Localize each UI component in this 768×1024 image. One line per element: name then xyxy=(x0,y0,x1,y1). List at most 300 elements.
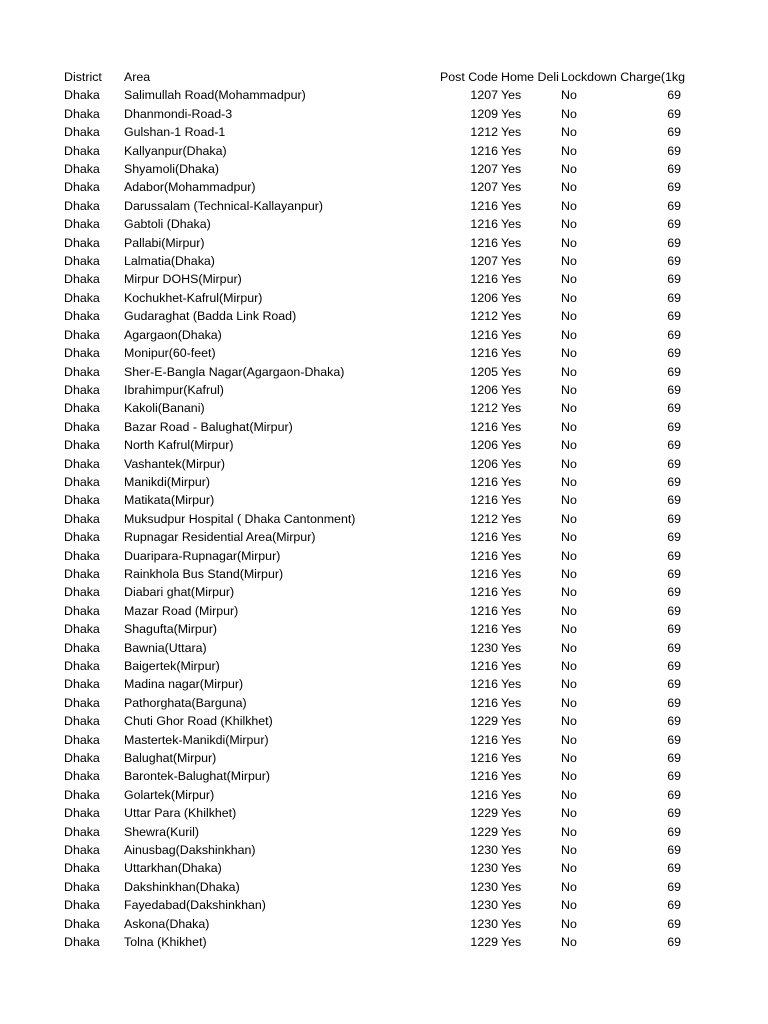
table-row xyxy=(0,620,768,638)
cell-district: Dhaka xyxy=(64,438,100,453)
cell-charge: 69 xyxy=(667,787,681,802)
cell-area: Kakoli(Banani) xyxy=(124,401,205,416)
cell-charge: 69 xyxy=(667,382,681,397)
cell-post-code: 1206 xyxy=(470,456,498,471)
table-row xyxy=(0,270,768,288)
cell-district: Dhaka xyxy=(64,493,100,508)
cell-charge: 69 xyxy=(667,879,681,894)
cell-area: Vashantek(Mirpur) xyxy=(124,456,225,471)
cell-charge: 69 xyxy=(667,751,681,766)
cell-area: Tolna (Khikhet) xyxy=(124,935,207,950)
table-row xyxy=(0,307,768,325)
table-row xyxy=(0,675,768,693)
cell-home-delivery: Yes xyxy=(501,916,522,931)
cell-area: Uttarkhan(Dhaka) xyxy=(124,861,222,876)
table-row xyxy=(0,859,768,877)
cell-lockdown: No xyxy=(561,401,577,416)
cell-post-code: 1216 xyxy=(470,787,498,802)
cell-post-code: 1216 xyxy=(470,769,498,784)
cell-post-code: 1216 xyxy=(470,346,498,361)
cell-post-code: 1216 xyxy=(470,603,498,618)
table-row xyxy=(0,473,768,491)
cell-home-delivery: Yes xyxy=(501,125,522,140)
table-row xyxy=(0,896,768,914)
cell-area: Golartek(Mirpur) xyxy=(124,787,215,802)
cell-home-delivery: Yes xyxy=(501,474,522,489)
cell-lockdown: No xyxy=(561,769,577,784)
cell-lockdown: No xyxy=(561,438,577,453)
cell-charge: 69 xyxy=(667,125,681,140)
cell-area: Gudaraghat (Badda Link Road) xyxy=(124,309,297,324)
cell-district: Dhaka xyxy=(64,474,100,489)
cell-lockdown: No xyxy=(561,935,577,950)
cell-lockdown: No xyxy=(561,879,577,894)
cell-area: Ainusbag(Dakshinkhan) xyxy=(124,843,256,858)
cell-lockdown: No xyxy=(561,714,577,729)
cell-charge: 69 xyxy=(667,217,681,232)
cell-lockdown: No xyxy=(561,254,577,269)
cell-area: Balughat(Mirpur) xyxy=(124,751,217,766)
cell-post-code: 1216 xyxy=(470,548,498,563)
cell-district: Dhaka xyxy=(64,419,100,434)
cell-district: Dhaka xyxy=(64,180,100,195)
cell-lockdown: No xyxy=(561,677,577,692)
cell-home-delivery: Yes xyxy=(501,235,522,250)
table-row xyxy=(0,197,768,215)
cell-area: Barontek-Balughat(Mirpur) xyxy=(124,769,270,784)
cell-district: Dhaka xyxy=(64,640,100,655)
cell-area: Gabtoli (Dhaka) xyxy=(124,217,211,232)
table-row xyxy=(0,786,768,804)
cell-lockdown: No xyxy=(561,217,577,232)
cell-post-code: 1207 xyxy=(470,88,498,103)
cell-lockdown: No xyxy=(561,751,577,766)
table-row xyxy=(0,178,768,196)
cell-charge: 69 xyxy=(667,677,681,692)
cell-lockdown: No xyxy=(561,125,577,140)
cell-post-code: 1230 xyxy=(470,640,498,655)
table-row xyxy=(0,142,768,160)
cell-post-code: 1212 xyxy=(470,401,498,416)
cell-post-code: 1229 xyxy=(470,714,498,729)
table-row xyxy=(0,381,768,399)
cell-district: Dhaka xyxy=(64,622,100,637)
cell-charge: 69 xyxy=(667,548,681,563)
cell-post-code: 1216 xyxy=(470,198,498,213)
cell-district: Dhaka xyxy=(64,861,100,876)
spreadsheet-table xyxy=(0,68,768,952)
cell-charge: 69 xyxy=(667,254,681,269)
cell-area: Bazar Road - Balughat(Mirpur) xyxy=(124,419,293,434)
cell-post-code: 1212 xyxy=(470,511,498,526)
header-area: Area xyxy=(124,70,151,84)
cell-home-delivery: Yes xyxy=(501,456,522,471)
cell-district: Dhaka xyxy=(64,751,100,766)
table-row xyxy=(0,823,768,841)
table-row xyxy=(0,657,768,675)
cell-charge: 69 xyxy=(667,916,681,931)
cell-post-code: 1230 xyxy=(470,916,498,931)
cell-home-delivery: Yes xyxy=(501,548,522,563)
cell-lockdown: No xyxy=(561,530,577,545)
cell-home-delivery: Yes xyxy=(501,732,522,747)
cell-district: Dhaka xyxy=(64,659,100,673)
cell-lockdown: No xyxy=(561,824,577,839)
cell-home-delivery: Yes xyxy=(501,217,522,232)
cell-post-code: 1207 xyxy=(470,254,498,269)
cell-district: Dhaka xyxy=(64,106,100,121)
cell-area: North Kafrul(Mirpur) xyxy=(124,438,234,453)
table-row xyxy=(0,749,768,767)
cell-charge: 69 xyxy=(667,640,681,655)
cell-area: Dakshinkhan(Dhaka) xyxy=(124,879,240,894)
cell-area: Ibrahimpur(Kafrul) xyxy=(124,382,224,397)
table-row xyxy=(0,915,768,933)
cell-lockdown: No xyxy=(561,566,577,581)
cell-district: Dhaka xyxy=(64,548,100,563)
cell-lockdown: No xyxy=(561,732,577,747)
table-row xyxy=(0,363,768,381)
cell-area: Shewra(Kuril) xyxy=(124,824,200,839)
cell-district: Dhaka xyxy=(64,162,100,177)
cell-area: Duaripara-Rupnagar(Mirpur) xyxy=(124,548,281,563)
cell-area: Shyamoli(Dhaka) xyxy=(124,162,220,177)
cell-charge: 69 xyxy=(667,198,681,213)
cell-district: Dhaka xyxy=(64,898,100,913)
table-row xyxy=(0,344,768,362)
cell-area: Pathorghata(Barguna) xyxy=(124,695,247,710)
table-row xyxy=(0,933,768,951)
table-row xyxy=(0,289,768,307)
cell-district: Dhaka xyxy=(64,695,100,710)
cell-charge: 69 xyxy=(667,603,681,618)
table-row xyxy=(0,418,768,436)
cell-charge: 69 xyxy=(667,585,681,600)
cell-post-code: 1230 xyxy=(470,879,498,894)
cell-post-code: 1206 xyxy=(470,290,498,305)
cell-district: Dhaka xyxy=(64,364,100,379)
cell-lockdown: No xyxy=(561,106,577,121)
cell-post-code: 1207 xyxy=(470,162,498,177)
cell-lockdown: No xyxy=(561,290,577,305)
header-post-code: Post Code xyxy=(440,70,498,84)
cell-home-delivery: Yes xyxy=(501,603,522,618)
cell-district: Dhaka xyxy=(64,346,100,361)
cell-area: Pallabi(Mirpur) xyxy=(124,235,205,250)
header-home-delivery: Home Deli xyxy=(501,70,559,84)
cell-charge: 69 xyxy=(667,622,681,637)
cell-post-code: 1209 xyxy=(470,106,498,121)
cell-home-delivery: Yes xyxy=(501,106,522,121)
table-row xyxy=(0,436,768,454)
cell-district: Dhaka xyxy=(64,787,100,802)
cell-post-code: 1216 xyxy=(470,530,498,545)
cell-home-delivery: Yes xyxy=(501,254,522,269)
cell-home-delivery: Yes xyxy=(501,438,522,453)
cell-district: Dhaka xyxy=(64,254,100,269)
cell-post-code: 1216 xyxy=(470,566,498,581)
cell-home-delivery: Yes xyxy=(501,88,522,103)
cell-charge: 69 xyxy=(667,162,681,177)
cell-charge: 69 xyxy=(667,235,681,250)
cell-post-code: 1216 xyxy=(470,493,498,508)
cell-post-code: 1205 xyxy=(470,364,498,379)
table-row xyxy=(0,105,768,123)
cell-district: Dhaka xyxy=(64,769,100,784)
cell-lockdown: No xyxy=(561,456,577,471)
table-row xyxy=(0,86,768,104)
cell-district: Dhaka xyxy=(64,272,100,287)
cell-home-delivery: Yes xyxy=(501,622,522,637)
cell-lockdown: No xyxy=(561,474,577,489)
table-row xyxy=(0,694,768,712)
cell-charge: 69 xyxy=(667,106,681,121)
header-row xyxy=(0,68,768,86)
cell-area: Baigertek(Mirpur) xyxy=(124,659,220,673)
cell-home-delivery: Yes xyxy=(501,511,522,526)
cell-post-code: 1216 xyxy=(470,327,498,342)
cell-post-code: 1212 xyxy=(470,309,498,324)
cell-home-delivery: Yes xyxy=(501,364,522,379)
table-row xyxy=(0,841,768,859)
cell-district: Dhaka xyxy=(64,714,100,729)
cell-lockdown: No xyxy=(561,659,577,673)
cell-area: Mirpur DOHS(Mirpur) xyxy=(124,272,242,287)
cell-charge: 69 xyxy=(667,843,681,858)
table-row xyxy=(0,583,768,601)
cell-home-delivery: Yes xyxy=(501,198,522,213)
cell-post-code: 1216 xyxy=(470,751,498,766)
cell-charge: 69 xyxy=(667,180,681,195)
cell-post-code: 1216 xyxy=(470,272,498,287)
cell-area: Kochukhet-Kafrul(Mirpur) xyxy=(124,290,263,305)
cell-area: Salimullah Road(Mohammadpur) xyxy=(124,88,306,103)
cell-charge: 69 xyxy=(667,419,681,434)
cell-post-code: 1230 xyxy=(470,843,498,858)
cell-home-delivery: Yes xyxy=(501,493,522,508)
cell-home-delivery: Yes xyxy=(501,180,522,195)
cell-district: Dhaka xyxy=(64,125,100,140)
cell-area: Monipur(60-feet) xyxy=(124,346,216,361)
table-row xyxy=(0,252,768,270)
cell-home-delivery: Yes xyxy=(501,143,522,158)
cell-charge: 69 xyxy=(667,769,681,784)
cell-lockdown: No xyxy=(561,180,577,195)
cell-home-delivery: Yes xyxy=(501,640,522,655)
cell-home-delivery: Yes xyxy=(501,824,522,839)
table-row xyxy=(0,399,768,417)
cell-area: Mazar Road (Mirpur) xyxy=(124,603,239,618)
cell-lockdown: No xyxy=(561,622,577,637)
cell-post-code: 1216 xyxy=(470,695,498,710)
cell-home-delivery: Yes xyxy=(501,327,522,342)
cell-home-delivery: Yes xyxy=(501,843,522,858)
cell-post-code: 1230 xyxy=(470,898,498,913)
cell-home-delivery: Yes xyxy=(501,769,522,784)
cell-charge: 69 xyxy=(667,493,681,508)
cell-charge: 69 xyxy=(667,824,681,839)
cell-area: Diabari ghat(Mirpur) xyxy=(124,585,235,600)
cell-post-code: 1216 xyxy=(470,217,498,232)
cell-district: Dhaka xyxy=(64,935,100,950)
cell-district: Dhaka xyxy=(64,198,100,213)
table-body xyxy=(0,86,768,951)
cell-area: Agargaon(Dhaka) xyxy=(124,327,222,342)
cell-charge: 69 xyxy=(667,401,681,416)
cell-post-code: 1216 xyxy=(470,622,498,637)
cell-charge: 69 xyxy=(667,456,681,471)
table-row xyxy=(0,528,768,546)
cell-district: Dhaka xyxy=(64,843,100,858)
table-row xyxy=(0,712,768,730)
cell-lockdown: No xyxy=(561,198,577,213)
cell-lockdown: No xyxy=(561,235,577,250)
cell-home-delivery: Yes xyxy=(501,290,522,305)
cell-district: Dhaka xyxy=(64,382,100,397)
cell-lockdown: No xyxy=(561,346,577,361)
cell-charge: 69 xyxy=(667,566,681,581)
cell-post-code: 1216 xyxy=(470,585,498,600)
cell-post-code: 1206 xyxy=(470,382,498,397)
cell-home-delivery: Yes xyxy=(501,787,522,802)
table-row xyxy=(0,602,768,620)
table-row xyxy=(0,215,768,233)
cell-district: Dhaka xyxy=(64,824,100,839)
cell-area: Mastertek-Manikdi(Mirpur) xyxy=(124,732,269,747)
cell-charge: 69 xyxy=(667,309,681,324)
cell-district: Dhaka xyxy=(64,530,100,545)
cell-district: Dhaka xyxy=(64,603,100,618)
table-row xyxy=(0,639,768,657)
cell-home-delivery: Yes xyxy=(501,898,522,913)
cell-post-code: 1229 xyxy=(470,824,498,839)
cell-post-code: 1207 xyxy=(470,180,498,195)
cell-area: Rainkhola Bus Stand(Mirpur) xyxy=(124,566,284,581)
cell-post-code: 1216 xyxy=(470,143,498,158)
table-row xyxy=(0,455,768,473)
cell-lockdown: No xyxy=(561,162,577,177)
cell-charge: 69 xyxy=(667,898,681,913)
cell-district: Dhaka xyxy=(64,309,100,324)
cell-lockdown: No xyxy=(561,603,577,618)
cell-lockdown: No xyxy=(561,364,577,379)
cell-area: Muksudpur Hospital ( Dhaka Cantonment) xyxy=(124,511,356,526)
cell-home-delivery: Yes xyxy=(501,585,522,600)
table-row xyxy=(0,123,768,141)
cell-post-code: 1229 xyxy=(470,806,498,821)
cell-lockdown: No xyxy=(561,898,577,913)
table-row xyxy=(0,767,768,785)
table-row xyxy=(0,547,768,565)
cell-charge: 69 xyxy=(667,88,681,103)
cell-home-delivery: Yes xyxy=(501,714,522,729)
cell-lockdown: No xyxy=(561,143,577,158)
cell-home-delivery: Yes xyxy=(501,309,522,324)
cell-lockdown: No xyxy=(561,585,577,600)
cell-district: Dhaka xyxy=(64,879,100,894)
cell-charge: 69 xyxy=(667,346,681,361)
cell-area: Sher-E-Bangla Nagar(Agargaon-Dhaka) xyxy=(124,364,345,379)
cell-area: Madina nagar(Mirpur) xyxy=(124,677,244,692)
table-row xyxy=(0,491,768,509)
cell-home-delivery: Yes xyxy=(501,806,522,821)
cell-district: Dhaka xyxy=(64,235,100,250)
table-row xyxy=(0,326,768,344)
cell-lockdown: No xyxy=(561,548,577,563)
table-row xyxy=(0,160,768,178)
cell-charge: 69 xyxy=(667,806,681,821)
cell-area: Rupnagar Residential Area(Mirpur) xyxy=(124,530,316,545)
cell-area: Uttar Para (Khilkhet) xyxy=(124,806,237,821)
cell-charge: 69 xyxy=(667,695,681,710)
cell-home-delivery: Yes xyxy=(501,751,522,766)
cell-area: Shagufta(Mirpur) xyxy=(124,622,217,637)
cell-home-delivery: Yes xyxy=(501,382,522,397)
cell-area: Adabor(Mohammadpur) xyxy=(124,180,256,195)
cell-district: Dhaka xyxy=(64,916,100,931)
cell-charge: 69 xyxy=(667,364,681,379)
cell-lockdown: No xyxy=(561,916,577,931)
cell-charge: 69 xyxy=(667,290,681,305)
cell-lockdown: No xyxy=(561,272,577,287)
cell-lockdown: No xyxy=(561,695,577,710)
cell-charge: 69 xyxy=(667,272,681,287)
cell-lockdown: No xyxy=(561,493,577,508)
table-row xyxy=(0,731,768,749)
cell-home-delivery: Yes xyxy=(501,530,522,545)
table-row xyxy=(0,510,768,528)
table-row xyxy=(0,234,768,252)
cell-lockdown: No xyxy=(561,787,577,802)
cell-post-code: 1216 xyxy=(470,659,498,673)
cell-post-code: 1229 xyxy=(470,935,498,950)
cell-post-code: 1212 xyxy=(470,125,498,140)
cell-home-delivery: Yes xyxy=(501,861,522,876)
cell-district: Dhaka xyxy=(64,88,100,103)
cell-lockdown: No xyxy=(561,806,577,821)
cell-area: Fayedabad(Dakshinkhan) xyxy=(124,898,266,913)
cell-charge: 69 xyxy=(667,143,681,158)
cell-district: Dhaka xyxy=(64,806,100,821)
cell-charge: 69 xyxy=(667,474,681,489)
cell-district: Dhaka xyxy=(64,327,100,342)
cell-post-code: 1230 xyxy=(470,861,498,876)
table-row xyxy=(0,878,768,896)
cell-district: Dhaka xyxy=(64,732,100,747)
cell-home-delivery: Yes xyxy=(501,401,522,416)
cell-area: Bawnia(Uttara) xyxy=(124,640,207,655)
cell-charge: 69 xyxy=(667,511,681,526)
cell-post-code: 1216 xyxy=(470,732,498,747)
cell-post-code: 1216 xyxy=(470,474,498,489)
cell-area: Kallyanpur(Dhaka) xyxy=(124,143,227,158)
cell-lockdown: No xyxy=(561,861,577,876)
cell-area: Chuti Ghor Road (Khilkhet) xyxy=(124,714,273,729)
cell-home-delivery: Yes xyxy=(501,162,522,177)
table-row xyxy=(0,804,768,822)
cell-district: Dhaka xyxy=(64,585,100,600)
cell-lockdown: No xyxy=(561,327,577,342)
cell-home-delivery: Yes xyxy=(501,695,522,710)
cell-home-delivery: Yes xyxy=(501,677,522,692)
cell-lockdown: No xyxy=(561,511,577,526)
cell-charge: 69 xyxy=(667,714,681,729)
cell-district: Dhaka xyxy=(64,511,100,526)
cell-charge: 69 xyxy=(667,732,681,747)
cell-district: Dhaka xyxy=(64,290,100,305)
cell-district: Dhaka xyxy=(64,143,100,158)
cell-post-code: 1216 xyxy=(470,419,498,434)
